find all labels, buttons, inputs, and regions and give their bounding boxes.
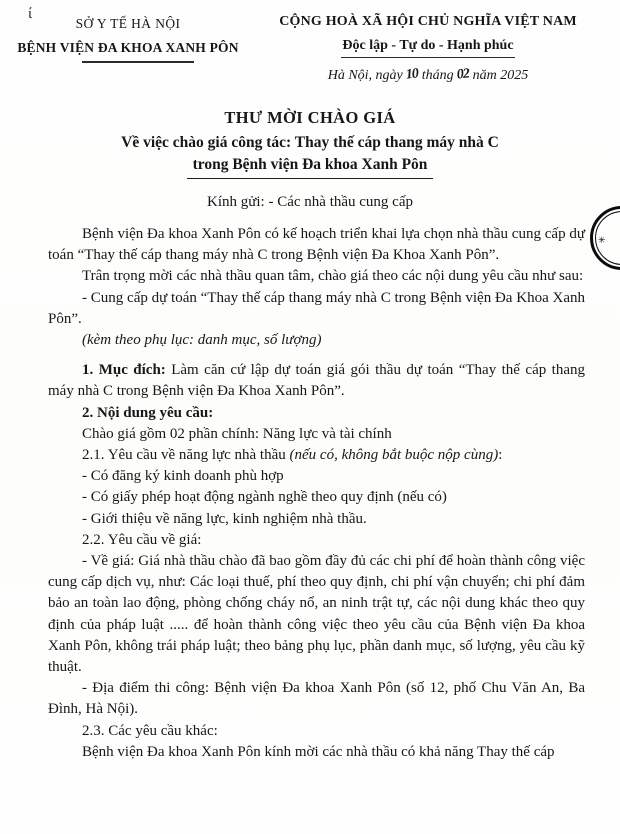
requirements-heading: 2. Nội dung yêu cầu:: [82, 404, 214, 421]
title-block: [0, 108, 620, 179]
paragraph-business-registration: - Có đăng ký kinh doanh phù hợp: [82, 468, 284, 485]
capacity-text: 2.1. Yêu cầu về năng lực nhà thầu: [82, 447, 290, 464]
document-title: THƯ MỜI CHÀO GIÁ: [224, 108, 396, 127]
paragraph-purpose: [48, 360, 585, 402]
national-header: [246, 14, 610, 84]
paragraph-price-heading: 2.2. Yêu cầu về giá:: [82, 531, 202, 548]
paragraph-quote-parts: Chào giá gồm 02 phần chính: Năng lực và tài chính: [82, 425, 392, 442]
salutation: Kính gửi: - Các nhà thầu cung cấp: [207, 194, 413, 210]
paragraph-location: - Địa điểm thi công: Bệnh viện Đa khoa Xanh Pôn (số 12, phố Chu Văn An, Ba Đình, Hà Nội).: [48, 680, 585, 718]
paragraph-closing-invitation: Bệnh viện Đa khoa Xanh Pôn kính mời các nhà thầu có khả năng Thay thế cáp: [82, 743, 555, 760]
letter-body: [48, 224, 585, 763]
national-title: CỘNG HOÀ XÃ HỘI CHỦ NGHĨA VIỆT NAM: [279, 14, 577, 29]
paragraph-experience: - Giới thiệu về năng lực, kinh nghiệm nhà thầu.: [82, 510, 367, 527]
dateline-thang: tháng: [421, 68, 454, 83]
paragraph-attachment-note: (kèm theo phụ lục: danh mục, số lượng): [82, 332, 322, 349]
purpose-text: Làm căn cứ lập dự toán giá gói thầu dự toán “Thay thế cáp thang máy nhà C trong Bệnh viện Đa Khoa Xanh Pôn”.: [48, 362, 585, 400]
capacity-tail: :: [498, 447, 503, 464]
paragraph-requirements-heading: [48, 403, 585, 424]
paragraph-scope: - Cung cấp dự toán “Thay thế cáp thang máy nhà C trong Bệnh viện Đa Khoa Xanh Pôn”.: [48, 289, 585, 327]
seal-star-icon: ✳: [598, 235, 606, 245]
issuer-header: [10, 16, 246, 63]
dateline-suffix: năm 2025: [472, 68, 529, 83]
issuer-department: SỞ Y TẾ HÀ NỘI: [75, 16, 181, 31]
pen-mark: ί: [26, 5, 34, 23]
paragraph-other-requirements-heading: 2.3. Các yêu cầu khác:: [82, 722, 218, 739]
paragraph-license: - Có giấy phép hoạt động ngành nghề theo quy định (nếu có): [82, 489, 447, 506]
subject-line-2-text: trong Bệnh viện Đa khoa Xanh Pôn: [187, 156, 434, 179]
issuer-underline: [82, 61, 194, 63]
subject-line-2: [0, 156, 620, 179]
capacity-note-italic: (nếu có, không bắt buộc nộp cùng): [289, 447, 499, 464]
dateline-day-handwritten: 10: [405, 66, 419, 83]
national-motto: Độc lập - Tự do - Hạnh phúc: [341, 38, 514, 58]
paragraph-invitation: Trân trọng mời các nhà thầu quan tâm, chào giá theo các nội dung yêu cầu như sau:: [82, 268, 584, 285]
dateline-prefix: Hà Nội, ngày: [327, 68, 403, 83]
stamp-seal-partial: [590, 206, 620, 270]
paragraph-price-details: - Về giá: Giá nhà thầu chào đã bao gồm đầy đủ các chi phí để hoàn thành công việc cung cấp dịch vụ, như: Các loại thuế, phí theo quy định, chi phí vận chuyển; chi phí đảm bảo an toàn lao động, phòng chống cháy nổ, an ninh trật tự, các nội dung khác theo quy định của pháp luật ..... để hoàn thành công việc theo yêu cầu của Bệnh viện Đa khoa Xanh Pôn, không trái pháp luật; theo bảng phụ lục, phần danh mục, số lượng, yêu cầu kỹ thuật.: [48, 553, 585, 676]
issuer-hospital-name: BỆNH VIỆN ĐA KHOA XANH PÔN: [17, 40, 239, 55]
purpose-heading: 1. Mục đích:: [82, 362, 166, 379]
paragraph-intro: Bệnh viện Đa khoa Xanh Pôn có kế hoạch triển khai lựa chọn nhà thầu cung cấp dự toán “Thay thế cáp thang máy nhà C trong Bệnh viện Đa Khoa Xanh Pôn”.: [48, 226, 585, 264]
paragraph-capacity-heading: [48, 445, 585, 466]
dateline: [246, 68, 610, 84]
subject-line-1: Về việc chào giá công tác: Thay thế cáp thang máy nhà C: [121, 134, 499, 151]
dateline-month-handwritten: 02: [456, 66, 470, 83]
